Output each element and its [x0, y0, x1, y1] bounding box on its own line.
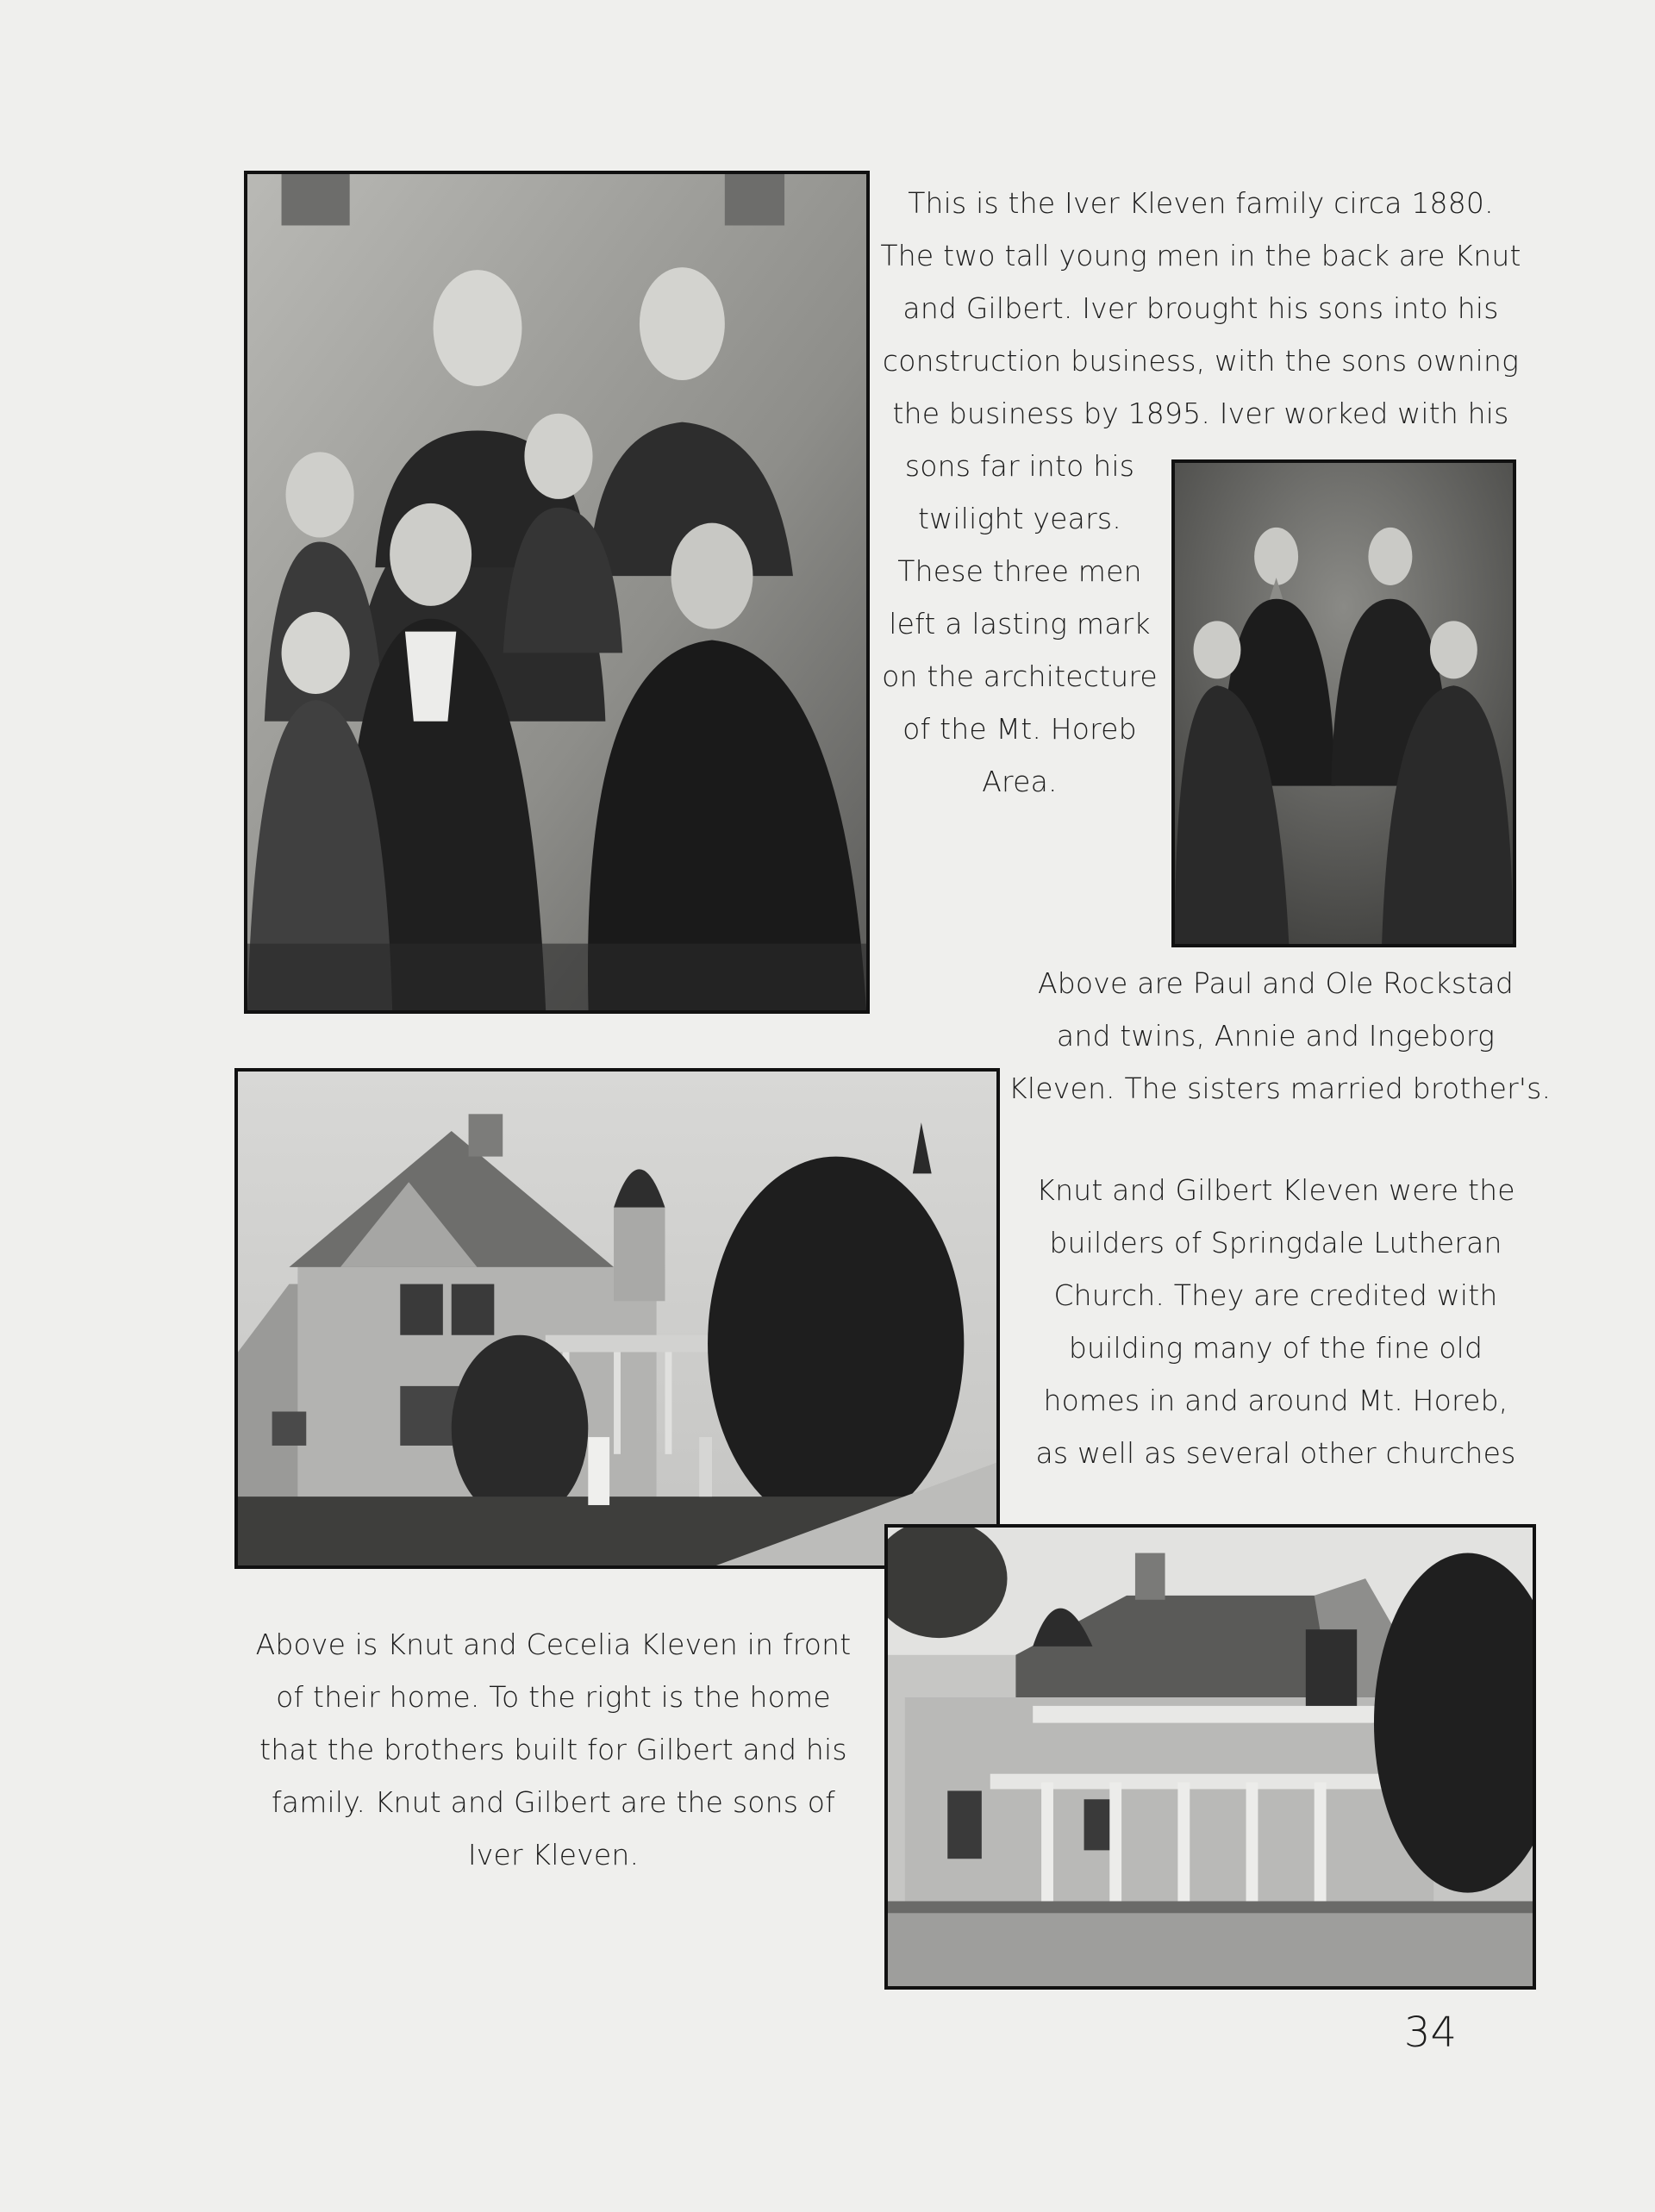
- caption-line: sons far into his: [904, 449, 1135, 483]
- caption-line: Above are Paul and Ole Rockstad: [1037, 966, 1514, 1000]
- caption-builders: [1009, 1164, 1543, 1479]
- caption-line: of their home. To the right is the home: [276, 1680, 831, 1714]
- caption-line: builders of Springdale Lutheran: [1049, 1226, 1502, 1259]
- photo-rockstad-kleven-twins: [1171, 459, 1516, 947]
- caption-line: and Gilbert. Iver brought his sons into his: [902, 291, 1499, 325]
- caption-rockstad: [1009, 957, 1552, 1115]
- caption-line: Above is Knut and Cecelia Kleven in front: [255, 1628, 852, 1661]
- caption-knut-home: [234, 1618, 872, 1881]
- caption-line: the business by 1895. Iver worked with his: [892, 397, 1509, 430]
- caption-line: left a lasting mark: [889, 607, 1151, 640]
- caption-line: on the architecture: [882, 659, 1158, 693]
- caption-line: Kleven. The sisters married brother's.: [1009, 1072, 1552, 1105]
- caption-line: The two tall young men in the back are Knut: [880, 239, 1521, 272]
- caption-line: homes in and around Mt. Horeb,: [1043, 1384, 1508, 1417]
- caption-line: of the Mt. Horeb: [902, 712, 1137, 746]
- photo-gilbert-kleven-home: [884, 1524, 1536, 1990]
- caption-line: These three men: [897, 554, 1142, 588]
- caption-line: Knut and Gilbert Kleven were the: [1036, 1173, 1515, 1207]
- caption-line: Church. They are credited with: [1053, 1278, 1498, 1312]
- caption-line: family. Knut and Gilbert are the sons of: [271, 1785, 836, 1819]
- caption-line: and twins, Annie and Ingeborg: [1056, 1019, 1496, 1053]
- caption-line: twilight years.: [918, 502, 1121, 535]
- page-number: 34: [1403, 2009, 1457, 2057]
- caption-line: building many of the fine old: [1068, 1331, 1483, 1365]
- caption-line: construction business, with the sons owning: [882, 344, 1520, 378]
- caption-family-1880-upper: [877, 177, 1524, 440]
- caption-line: as well as several other churches: [1035, 1436, 1516, 1470]
- caption-line: This is the Iver Kleven family circa 1880.: [908, 186, 1494, 220]
- caption-line: that the brothers built for Gilbert and his: [259, 1733, 847, 1766]
- caption-line: Area.: [982, 765, 1058, 798]
- photo-knut-kleven-home: [234, 1068, 1000, 1569]
- caption-family-1880-lower: [877, 440, 1162, 808]
- caption-line: Iver Kleven.: [467, 1838, 640, 1871]
- photo-kleven-family-portrait: [244, 171, 870, 1014]
